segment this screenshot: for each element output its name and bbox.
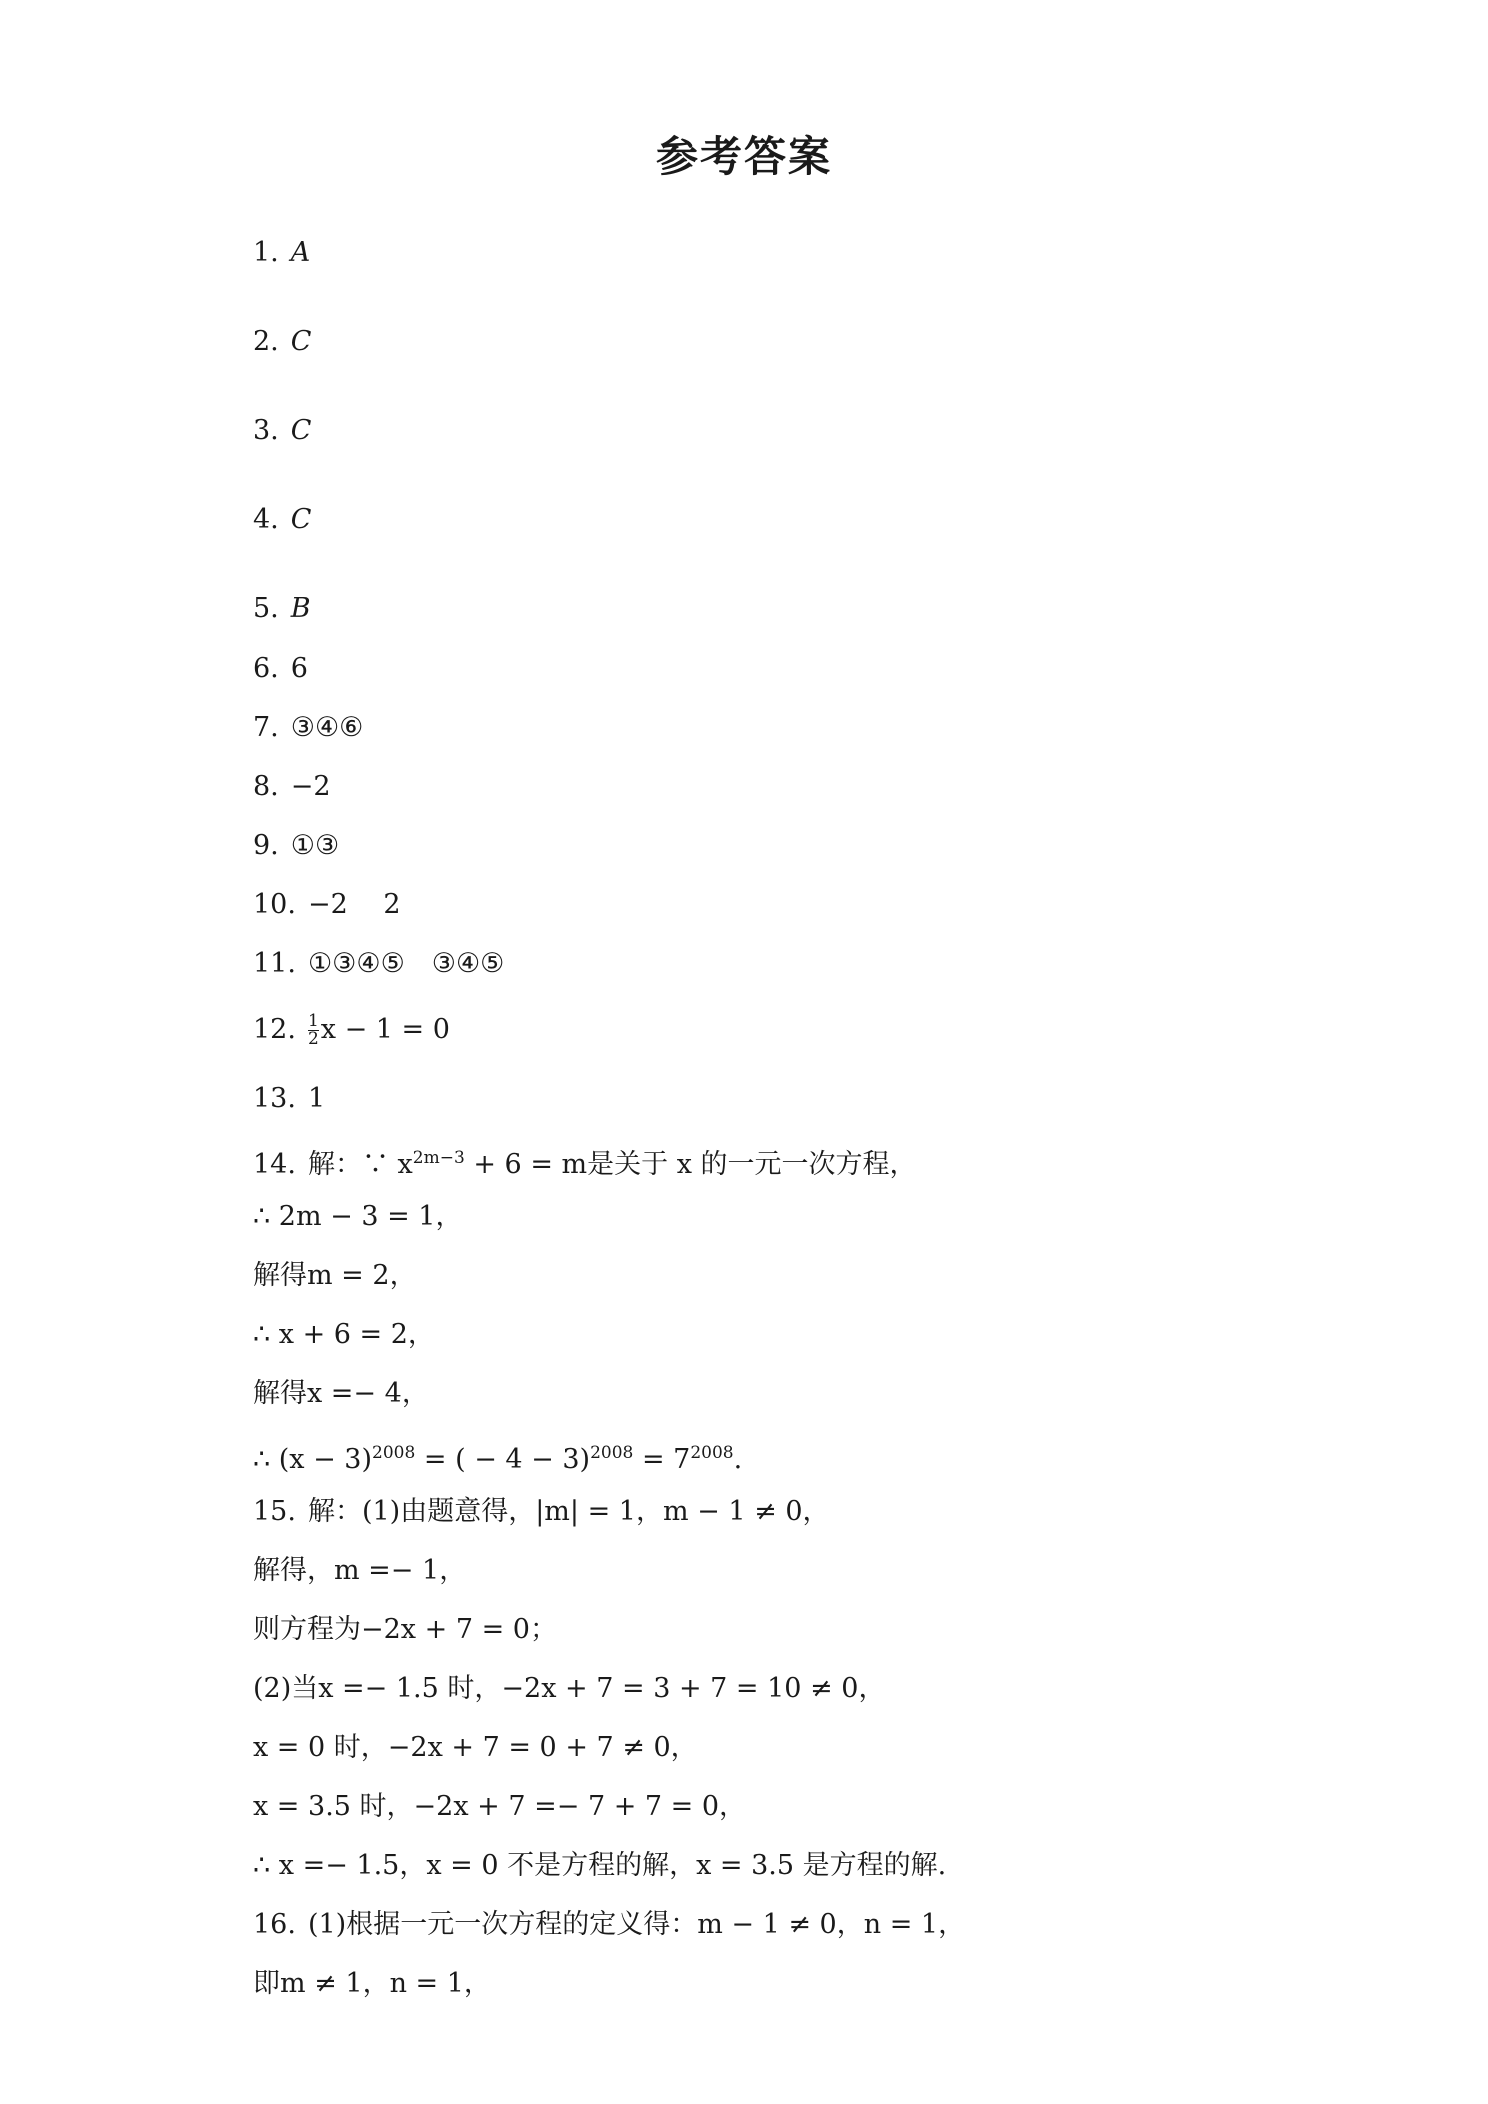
answer-number: 16. (253, 1909, 296, 1940)
solution-line-15-2 (253, 1554, 466, 1588)
solution-line-14-2 (253, 1200, 462, 1234)
fraction-numerator: 1 (307, 1011, 319, 1031)
solution-text: 解得，m =− 1， (253, 1555, 467, 1586)
answer-number: 5. (253, 593, 279, 624)
solution-text: (2)当x =− 1.5 时，−2x + 7 = 3 + 7 = 10 ≠ 0， (253, 1673, 886, 1704)
solution-line-14-1 (253, 1141, 917, 1182)
answer-line-7 (253, 711, 363, 745)
answer-number: 15. (253, 1496, 296, 1527)
answer-text: C (290, 504, 312, 535)
answer-number: 8. (253, 771, 279, 802)
answer-text: 6 (290, 653, 308, 684)
answer-text: A (290, 237, 311, 268)
answer-number: 2. (253, 326, 279, 357)
solution-line-15-6 (253, 1790, 746, 1824)
answer-line-6 (253, 652, 308, 686)
solution-line-14-4 (253, 1318, 435, 1352)
solution-line-15-1 (253, 1495, 830, 1529)
solution-text: ∴ x + 6 = 2， (253, 1319, 435, 1350)
answer-number: 13. (253, 1083, 296, 1114)
answer-number: 12. (253, 1014, 296, 1045)
solution-line-14-6 (253, 1436, 742, 1477)
answer-line-12 (253, 1013, 450, 1048)
solution-line-15-4 (253, 1672, 885, 1706)
answer-text: ①③ (290, 830, 340, 861)
solution-line-16-1 (253, 1908, 965, 1942)
solution-text: ∴ x =− 1.5，x = 0 不是方程的解，x = 3.5 是方程的解. (253, 1850, 947, 1881)
answer-number: 1. (253, 237, 279, 268)
answer-text: C (290, 326, 312, 357)
solution-line-14-3 (253, 1259, 417, 1293)
answer-text: 1 (307, 1083, 326, 1114)
solution-text: 解：∵ x (307, 1149, 413, 1180)
fraction-denominator: 2 (307, 1029, 319, 1049)
solution-line-15-3 (253, 1613, 557, 1647)
answer-text: C (290, 415, 312, 446)
answer-line-11 (253, 947, 504, 981)
solution-text: x = 3.5 时，−2x + 7 =− 7 + 7 = 0， (253, 1791, 747, 1822)
exponent: 2008 (590, 1443, 634, 1463)
answer-number: 3. (253, 415, 279, 446)
answer-text: x − 1 = 0 (320, 1014, 450, 1045)
answer-line-3 (253, 414, 311, 448)
solution-line-15-5 (253, 1731, 698, 1765)
answer-number: 6. (253, 653, 279, 684)
solution-text: 即m ≠ 1，n = 1， (253, 1968, 491, 1999)
fraction (308, 1013, 319, 1048)
answer-number: 10. (253, 889, 296, 920)
answer-line-1 (253, 236, 310, 270)
solution-text: 解得m = 2， (253, 1260, 417, 1291)
solution-line-14-5 (253, 1377, 429, 1411)
answer-text: −2 (290, 771, 331, 802)
answer-line-5 (253, 592, 311, 626)
answer-text: ③④⑥ (290, 712, 364, 743)
solution-text: x = 0 时，−2x + 7 = 0 + 7 ≠ 0， (253, 1732, 698, 1763)
answer-text: ①③④⑤ ③④⑤ (307, 948, 505, 979)
answer-text: −2 2 (307, 889, 401, 920)
answer-number: 14. (253, 1149, 296, 1180)
answer-line-10 (253, 888, 401, 922)
answer-number: 9. (253, 830, 279, 861)
exponent: 2m−3 (412, 1148, 465, 1168)
answer-line-13 (253, 1082, 325, 1116)
solution-text: 解：(1)由题意得，|m| = 1，m − 1 ≠ 0， (307, 1496, 830, 1527)
exponent: 2008 (372, 1443, 416, 1463)
answer-line-4 (253, 503, 311, 537)
solution-text: 解得x =− 4， (253, 1378, 429, 1409)
page-title: 参考答案 (655, 132, 832, 181)
answer-number: 4. (253, 504, 279, 535)
answer-number: 7. (253, 712, 279, 743)
answer-text: B (290, 593, 311, 624)
solution-text: 则方程为−2x + 7 = 0； (253, 1614, 557, 1645)
exponent: 2008 (690, 1443, 734, 1463)
answer-number: 11. (253, 948, 296, 979)
solution-text: ∴ (x − 3) (253, 1444, 373, 1475)
solution-text: = 7 (633, 1444, 691, 1475)
solution-text: ∴ 2m − 3 = 1， (253, 1201, 463, 1232)
solution-text: = ( − 4 − 3) (415, 1444, 591, 1475)
solution-text: . (733, 1444, 743, 1475)
answer-line-2 (253, 325, 311, 359)
solution-line-15-7 (253, 1849, 946, 1883)
answer-line-9 (253, 829, 339, 863)
solution-line-16-2 (253, 1967, 491, 2001)
solution-text: (1)根据一元一次方程的定义得：m − 1 ≠ 0，n = 1， (307, 1909, 966, 1940)
solution-text: + 6 = m是关于 x 的一元一次方程， (464, 1149, 917, 1180)
answer-line-8 (253, 770, 331, 804)
